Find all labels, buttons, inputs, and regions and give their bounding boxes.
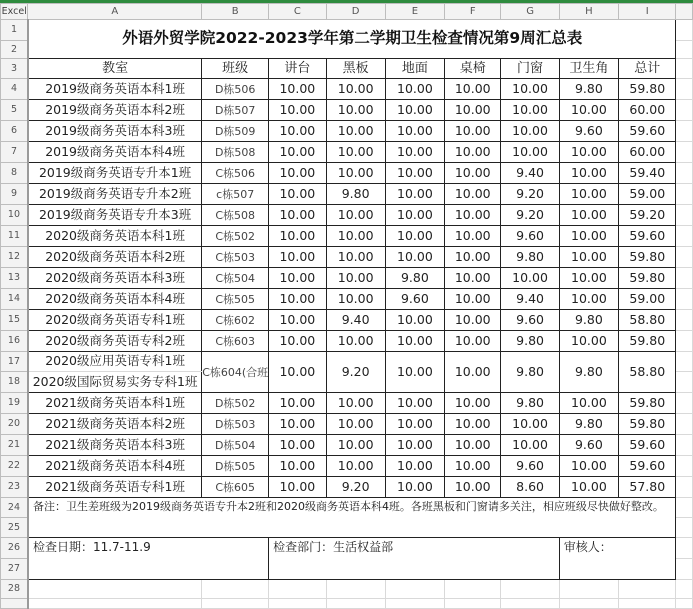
header-floor[interactable]: 地面 xyxy=(385,59,444,79)
cell-blackboard[interactable]: 10.00 xyxy=(326,414,385,435)
cell-podium[interactable]: 10.00 xyxy=(269,100,326,121)
cell-desks[interactable]: 10.00 xyxy=(445,121,501,142)
cell-class[interactable]: C栋602 xyxy=(202,310,269,331)
cell-blackboard[interactable]: 9.80 xyxy=(326,184,385,205)
data-rows-group-2 xyxy=(1,393,693,498)
cell-corner[interactable]: 9.80 xyxy=(559,414,618,435)
cell[interactable] xyxy=(385,580,444,599)
cell-total[interactable]: 59.00 xyxy=(619,184,676,205)
cell-floor[interactable]: 10.00 xyxy=(385,121,444,142)
row-header[interactable]: 2 xyxy=(1,41,28,59)
cell-class[interactable]: D栋505 xyxy=(202,456,269,477)
row-header[interactable]: 22 xyxy=(1,456,28,477)
cell[interactable] xyxy=(676,518,693,538)
table-row xyxy=(1,184,693,205)
cell-podium[interactable]: 10.00 xyxy=(269,247,326,268)
header-total[interactable]: 总计 xyxy=(619,59,676,79)
row-header[interactable]: 3 xyxy=(1,59,28,79)
cell-doors[interactable]: 10.00 xyxy=(501,435,559,456)
row-header[interactable]: 23 xyxy=(1,477,28,498)
cell[interactable] xyxy=(28,580,202,599)
cell-doors[interactable]: 10.00 xyxy=(501,121,559,142)
header-desks[interactable]: 桌椅 xyxy=(445,59,501,79)
cell-desks[interactable]: 10.00 xyxy=(445,142,501,163)
cell-room[interactable]: 2019级商务英语本科2班 xyxy=(28,100,202,121)
row-header[interactable]: 7 xyxy=(1,142,28,163)
header-sanitary-corner[interactable]: 卫生角 xyxy=(559,59,618,79)
column-header-h[interactable]: H xyxy=(559,4,618,20)
cell[interactable] xyxy=(676,331,693,352)
cell-room[interactable]: 2020级商务英语本科3班 xyxy=(28,268,202,289)
row-header[interactable]: 1 xyxy=(1,20,28,41)
row-header[interactable]: 16 xyxy=(1,331,28,352)
table-row xyxy=(1,247,693,268)
cell-floor[interactable]: 10.00 xyxy=(385,142,444,163)
cell[interactable] xyxy=(676,247,693,268)
cell-blackboard[interactable]: 10.00 xyxy=(326,268,385,289)
cell-class[interactable]: D栋507 xyxy=(202,100,269,121)
cell-desks[interactable]: 10.00 xyxy=(445,163,501,184)
cell[interactable] xyxy=(676,226,693,247)
cell-corner[interactable]: 10.00 xyxy=(559,142,618,163)
cell-corner[interactable]: 10.00 xyxy=(559,226,618,247)
cell[interactable] xyxy=(676,79,693,100)
cell[interactable] xyxy=(501,599,559,609)
cell-class[interactable]: c栋507 xyxy=(202,184,269,205)
cell-blackboard[interactable]: 9.20 xyxy=(326,477,385,498)
cell-floor[interactable]: 10.00 xyxy=(385,435,444,456)
cell-room[interactable]: 2020级商务英语专科1班 xyxy=(28,310,202,331)
row-header[interactable]: 6 xyxy=(1,121,28,142)
cell-floor[interactable]: 10.00 xyxy=(385,414,444,435)
cell-desks[interactable]: 10.00 xyxy=(445,184,501,205)
cell-desks[interactable]: 10.00 xyxy=(445,393,501,414)
cell-corner[interactable]: 10.00 xyxy=(559,331,618,352)
table-row xyxy=(1,142,693,163)
data-rows-group-1 xyxy=(1,79,693,352)
row-header[interactable]: 24 xyxy=(1,498,28,518)
cell-desks[interactable]: 10.00 xyxy=(445,247,501,268)
cell-desks[interactable]: 10.00 xyxy=(445,310,501,331)
cell-doors[interactable]: 10.00 xyxy=(501,414,559,435)
cell-desks[interactable]: 10.00 xyxy=(445,205,501,226)
cell-podium[interactable]: 10.00 xyxy=(269,79,326,100)
cell[interactable] xyxy=(28,599,202,609)
cell[interactable] xyxy=(676,205,693,226)
row-header[interactable]: 17 xyxy=(1,352,28,372)
cell-blackboard[interactable]: 10.00 xyxy=(326,142,385,163)
cell-doors[interactable]: 10.00 xyxy=(501,79,559,100)
row-header[interactable]: 5 xyxy=(1,100,28,121)
column-header-f[interactable]: F xyxy=(445,4,501,20)
cell-room[interactable]: 2021级商务英语本科1班 xyxy=(28,393,202,414)
column-header-d[interactable]: D xyxy=(326,4,385,20)
cell-blackboard[interactable]: 10.00 xyxy=(326,393,385,414)
table-row xyxy=(1,79,693,100)
cell-blackboard[interactable]: 9.20 xyxy=(326,352,385,393)
cell-desks[interactable]: 10.00 xyxy=(445,435,501,456)
row-header[interactable]: 15 xyxy=(1,310,28,331)
cell-corner[interactable]: 9.60 xyxy=(559,121,618,142)
inspection-date[interactable]: 检查日期：11.7-11.9 xyxy=(28,538,269,580)
cell-floor[interactable]: 10.00 xyxy=(385,477,444,498)
cell-floor[interactable]: 10.00 xyxy=(385,331,444,352)
cell-podium[interactable]: 10.00 xyxy=(269,163,326,184)
cell-room[interactable]: 2021级商务英语本科2班 xyxy=(28,414,202,435)
cell-doors[interactable]: 10.00 xyxy=(501,142,559,163)
select-all-corner[interactable]: Excel xyxy=(1,4,28,20)
cell-doors[interactable]: 9.60 xyxy=(501,310,559,331)
cell-class[interactable]: C栋506 xyxy=(202,163,269,184)
cell[interactable] xyxy=(445,599,501,609)
cell-room[interactable]: 2020级商务英语本科2班 xyxy=(28,247,202,268)
cell-corner[interactable]: 9.60 xyxy=(559,435,618,456)
cell[interactable] xyxy=(676,599,693,609)
cell[interactable] xyxy=(501,580,559,599)
cell[interactable] xyxy=(269,580,326,599)
cell-blackboard[interactable]: 10.00 xyxy=(326,163,385,184)
row-header[interactable]: 28 xyxy=(1,580,28,599)
row-header[interactable]: 11 xyxy=(1,226,28,247)
cell-class[interactable]: C栋502 xyxy=(202,226,269,247)
cell-total[interactable]: 59.20 xyxy=(619,205,676,226)
cell-podium[interactable]: 10.00 xyxy=(269,142,326,163)
cell-podium[interactable]: 10.00 xyxy=(269,310,326,331)
cell-floor[interactable]: 10.00 xyxy=(385,226,444,247)
table-row xyxy=(1,393,693,414)
row-header[interactable]: 9 xyxy=(1,184,28,205)
cell-doors[interactable]: 9.80 xyxy=(501,352,559,393)
cell-total[interactable]: 57.80 xyxy=(619,477,676,498)
column-header-a[interactable]: A xyxy=(28,4,202,20)
cell[interactable] xyxy=(676,184,693,205)
cell[interactable] xyxy=(269,599,326,609)
cell[interactable] xyxy=(676,393,693,414)
column-header-j[interactable] xyxy=(676,4,693,20)
cell-podium[interactable]: 10.00 xyxy=(269,435,326,456)
cell-desks[interactable]: 10.00 xyxy=(445,477,501,498)
cell-total[interactable]: 59.60 xyxy=(619,226,676,247)
cell-corner[interactable]: 10.00 xyxy=(559,247,618,268)
cell-room[interactable]: 2020级商务英语专科2班 xyxy=(28,331,202,352)
cell-podium[interactable]: 10.00 xyxy=(269,477,326,498)
cell[interactable] xyxy=(676,498,693,518)
cell-class[interactable]: C栋605 xyxy=(202,477,269,498)
cell[interactable] xyxy=(202,599,269,609)
cell-corner[interactable]: 10.00 xyxy=(559,289,618,310)
cell[interactable] xyxy=(619,599,676,609)
cell-total[interactable]: 59.80 xyxy=(619,247,676,268)
cell[interactable] xyxy=(445,580,501,599)
cell[interactable] xyxy=(676,477,693,498)
row-header[interactable]: 25 xyxy=(1,518,28,538)
cell[interactable] xyxy=(676,559,693,580)
cell[interactable] xyxy=(326,580,385,599)
cell-corner[interactable]: 10.00 xyxy=(559,100,618,121)
cell-total[interactable]: 59.80 xyxy=(619,79,676,100)
cell-class[interactable]: C栋503 xyxy=(202,247,269,268)
cell-class[interactable]: C栋603 xyxy=(202,331,269,352)
table-row xyxy=(1,289,693,310)
table-row xyxy=(1,226,693,247)
cell-floor[interactable]: 10.00 xyxy=(385,205,444,226)
cell-class[interactable]: C栋505 xyxy=(202,289,269,310)
cell-blackboard[interactable]: 9.40 xyxy=(326,310,385,331)
cell[interactable] xyxy=(676,435,693,456)
cell-blackboard[interactable]: 10.00 xyxy=(326,226,385,247)
table-row-merged xyxy=(1,352,693,372)
cell-room[interactable]: 2019级商务英语专升本2班 xyxy=(28,184,202,205)
cell-room[interactable]: 2020级商务英语本科4班 xyxy=(28,289,202,310)
cell-corner[interactable]: 10.00 xyxy=(559,268,618,289)
row-header[interactable]: 26 xyxy=(1,538,28,559)
cell-podium[interactable]: 10.00 xyxy=(269,226,326,247)
table-row xyxy=(1,205,693,226)
cell-blackboard[interactable]: 10.00 xyxy=(326,100,385,121)
cell[interactable] xyxy=(385,599,444,609)
table-row xyxy=(1,163,693,184)
cell-blackboard[interactable]: 10.00 xyxy=(326,121,385,142)
cell-corner[interactable]: 9.80 xyxy=(559,310,618,331)
cell-podium[interactable]: 10.00 xyxy=(269,352,326,393)
cell-corner[interactable]: 10.00 xyxy=(559,184,618,205)
cell-corner[interactable]: 10.00 xyxy=(559,205,618,226)
cell-room[interactable]: 2021级商务英语本科4班 xyxy=(28,456,202,477)
cell-total[interactable]: 60.00 xyxy=(619,142,676,163)
cell-podium[interactable]: 10.00 xyxy=(269,393,326,414)
table-header-row xyxy=(1,59,693,79)
column-header-c[interactable]: C xyxy=(269,4,326,20)
cell-corner[interactable]: 10.00 xyxy=(559,477,618,498)
cell-doors[interactable]: 8.60 xyxy=(501,477,559,498)
header-class[interactable]: 班级 xyxy=(202,59,269,79)
cell-room[interactable]: 2021级商务英语专科1班 xyxy=(28,477,202,498)
cell-total[interactable]: 60.00 xyxy=(619,100,676,121)
cell-total[interactable]: 58.80 xyxy=(619,352,676,393)
cell-podium[interactable]: 10.00 xyxy=(269,268,326,289)
cell-floor[interactable]: 10.00 xyxy=(385,456,444,477)
row-header[interactable]: 18 xyxy=(1,372,28,393)
cell-doors[interactable]: 9.80 xyxy=(501,331,559,352)
column-header-b[interactable]: B xyxy=(202,4,269,20)
cell[interactable] xyxy=(559,580,618,599)
cell-blackboard[interactable]: 10.00 xyxy=(326,289,385,310)
cell[interactable] xyxy=(676,20,693,41)
cell[interactable] xyxy=(202,580,269,599)
cell-total[interactable]: 59.60 xyxy=(619,435,676,456)
cell-desks[interactable]: 10.00 xyxy=(445,289,501,310)
cell-desks[interactable]: 10.00 xyxy=(445,456,501,477)
cell[interactable] xyxy=(676,310,693,331)
header-classroom[interactable]: 教室 xyxy=(28,59,202,79)
spreadsheet-grid xyxy=(0,3,693,609)
cell-doors[interactable]: 9.60 xyxy=(501,456,559,477)
cell-podium[interactable]: 10.00 xyxy=(269,331,326,352)
cell-room[interactable]: 2019级商务英语本科3班 xyxy=(28,121,202,142)
table-row xyxy=(1,310,693,331)
cell-blackboard[interactable]: 10.00 xyxy=(326,247,385,268)
table-row xyxy=(1,477,693,498)
cell[interactable] xyxy=(676,352,693,372)
cell-doors[interactable]: 9.20 xyxy=(501,184,559,205)
cell-corner[interactable]: 9.80 xyxy=(559,79,618,100)
header-doors-windows[interactable]: 门窗 xyxy=(501,59,559,79)
row-header[interactable]: 12 xyxy=(1,247,28,268)
row-header[interactable]: 20 xyxy=(1,414,28,435)
row-header[interactable]: 13 xyxy=(1,268,28,289)
row-header[interactable]: 4 xyxy=(1,79,28,100)
cell-corner[interactable]: 10.00 xyxy=(559,393,618,414)
cell[interactable] xyxy=(676,100,693,121)
remarks-note[interactable]: 备注：卫生差班级为2019级商务英语专升本2班和2020级商务英语本科4班。各班黑板和门窗请多关注，相应班级尽快做好整改。 xyxy=(28,498,676,538)
cell-podium[interactable]: 10.00 xyxy=(269,184,326,205)
row-header[interactable]: 10 xyxy=(1,205,28,226)
cell-total[interactable]: 59.40 xyxy=(619,163,676,184)
table-row xyxy=(1,121,693,142)
cell-class[interactable]: D栋502 xyxy=(202,393,269,414)
cell-total[interactable]: 59.80 xyxy=(619,268,676,289)
cell[interactable] xyxy=(676,289,693,310)
cell[interactable] xyxy=(676,163,693,184)
sheet-title[interactable]: 外语外贸学院2022-2023学年第二学期卫生检查情况第9周汇总表 xyxy=(28,20,676,59)
table-row xyxy=(1,435,693,456)
cell-class[interactable]: D栋506 xyxy=(202,79,269,100)
table-row xyxy=(1,100,693,121)
cell-desks[interactable]: 10.00 xyxy=(445,352,501,393)
cell-doors[interactable]: 10.00 xyxy=(501,100,559,121)
cell-floor[interactable]: 9.60 xyxy=(385,289,444,310)
cell-total[interactable]: 59.80 xyxy=(619,331,676,352)
cell-blackboard[interactable]: 10.00 xyxy=(326,331,385,352)
cell[interactable] xyxy=(676,142,693,163)
column-header-row xyxy=(1,4,693,20)
cell-total[interactable]: 59.80 xyxy=(619,414,676,435)
row-header[interactable] xyxy=(1,599,28,609)
reviewer[interactable]: 审核人： xyxy=(559,538,676,580)
cell-blackboard[interactable]: 10.00 xyxy=(326,79,385,100)
cell-desks[interactable]: 10.00 xyxy=(445,100,501,121)
cell[interactable] xyxy=(676,580,693,599)
cell-podium[interactable]: 10.00 xyxy=(269,414,326,435)
cell[interactable] xyxy=(559,599,618,609)
cell[interactable] xyxy=(676,414,693,435)
cell-corner[interactable]: 10.00 xyxy=(559,456,618,477)
column-header-e[interactable]: E xyxy=(385,4,444,20)
cell[interactable] xyxy=(676,59,693,79)
cell-doors[interactable]: 9.20 xyxy=(501,205,559,226)
cell[interactable] xyxy=(676,538,693,559)
cell-doors[interactable]: 10.00 xyxy=(501,268,559,289)
cell-total[interactable]: 59.80 xyxy=(619,393,676,414)
header-blackboard[interactable]: 黑板 xyxy=(326,59,385,79)
cell[interactable] xyxy=(676,41,693,59)
cell-doors[interactable]: 9.80 xyxy=(501,247,559,268)
cell-class[interactable]: C栋504 xyxy=(202,268,269,289)
column-header-g[interactable]: G xyxy=(501,4,559,20)
cell-class[interactable]: C栋508 xyxy=(202,205,269,226)
cell-corner[interactable]: 10.00 xyxy=(559,163,618,184)
cell-total[interactable]: 58.80 xyxy=(619,310,676,331)
row-header[interactable]: 14 xyxy=(1,289,28,310)
cell-room[interactable]: 2019级商务英语专升本3班 xyxy=(28,205,202,226)
cell-floor[interactable]: 10.00 xyxy=(385,393,444,414)
cell-class[interactable]: D栋504 xyxy=(202,435,269,456)
cell[interactable] xyxy=(326,599,385,609)
cell-floor[interactable]: 10.00 xyxy=(385,247,444,268)
cell-podium[interactable]: 10.00 xyxy=(269,289,326,310)
cell-room[interactable]: 2021级商务英语本科3班 xyxy=(28,435,202,456)
cell-room[interactable]: 2019级商务英语专升本1班 xyxy=(28,163,202,184)
cell-room[interactable]: 2019级商务英语本科1班 xyxy=(28,79,202,100)
cell-total[interactable]: 59.00 xyxy=(619,289,676,310)
cell-desks[interactable]: 10.00 xyxy=(445,268,501,289)
cell[interactable] xyxy=(676,456,693,477)
row-header[interactable]: 27 xyxy=(1,559,28,580)
cell-floor[interactable]: 10.00 xyxy=(385,352,444,393)
cell[interactable] xyxy=(676,268,693,289)
cell-podium[interactable]: 10.00 xyxy=(269,456,326,477)
cell-floor[interactable]: 10.00 xyxy=(385,163,444,184)
cell-podium[interactable]: 10.00 xyxy=(269,121,326,142)
cell[interactable] xyxy=(676,372,693,393)
cell-floor[interactable]: 10.00 xyxy=(385,79,444,100)
column-header-i[interactable]: I xyxy=(619,4,676,20)
row-header[interactable]: 19 xyxy=(1,393,28,414)
cell-podium[interactable]: 10.00 xyxy=(269,205,326,226)
cell-blackboard[interactable]: 10.00 xyxy=(326,435,385,456)
cell-floor[interactable]: 10.00 xyxy=(385,310,444,331)
cell-doors[interactable]: 9.40 xyxy=(501,163,559,184)
cell-desks[interactable]: 10.00 xyxy=(445,414,501,435)
cell-doors[interactable]: 9.80 xyxy=(501,393,559,414)
table-row xyxy=(1,456,693,477)
cell-blackboard[interactable]: 10.00 xyxy=(326,456,385,477)
cell-doors[interactable]: 9.60 xyxy=(501,226,559,247)
cell-room[interactable]: 2019级商务英语本科4班 xyxy=(28,142,202,163)
cell-desks[interactable]: 10.00 xyxy=(445,331,501,352)
row-header[interactable]: 21 xyxy=(1,435,28,456)
table-row xyxy=(1,331,693,352)
table-row xyxy=(1,268,693,289)
cell-blackboard[interactable]: 10.00 xyxy=(326,205,385,226)
cell-class[interactable]: C栋604(合班 xyxy=(202,352,269,393)
cell-class[interactable]: D栋508 xyxy=(202,142,269,163)
cell-floor[interactable]: 10.00 xyxy=(385,184,444,205)
cell-corner[interactable]: 9.80 xyxy=(559,352,618,393)
inspection-department[interactable]: 检查部门：生活权益部 xyxy=(269,538,560,580)
cell-total[interactable]: 59.60 xyxy=(619,121,676,142)
cell-floor[interactable]: 10.00 xyxy=(385,100,444,121)
cell[interactable] xyxy=(619,580,676,599)
cell-room[interactable]: 2020级商务英语本科1班 xyxy=(28,226,202,247)
cell-total[interactable]: 59.60 xyxy=(619,456,676,477)
cell-class[interactable]: D栋503 xyxy=(202,414,269,435)
cell-desks[interactable]: 10.00 xyxy=(445,79,501,100)
header-podium[interactable]: 讲台 xyxy=(269,59,326,79)
cell-room[interactable]: 2020级国际贸易实务专科1班 xyxy=(28,372,202,393)
cell-desks[interactable]: 10.00 xyxy=(445,226,501,247)
row-header[interactable]: 8 xyxy=(1,163,28,184)
cell-room[interactable]: 2020级应用英语专科1班 xyxy=(28,352,202,372)
table-row xyxy=(1,414,693,435)
cell-doors[interactable]: 9.40 xyxy=(501,289,559,310)
cell-floor[interactable]: 9.80 xyxy=(385,268,444,289)
cell[interactable] xyxy=(676,121,693,142)
cell-class[interactable]: D栋509 xyxy=(202,121,269,142)
